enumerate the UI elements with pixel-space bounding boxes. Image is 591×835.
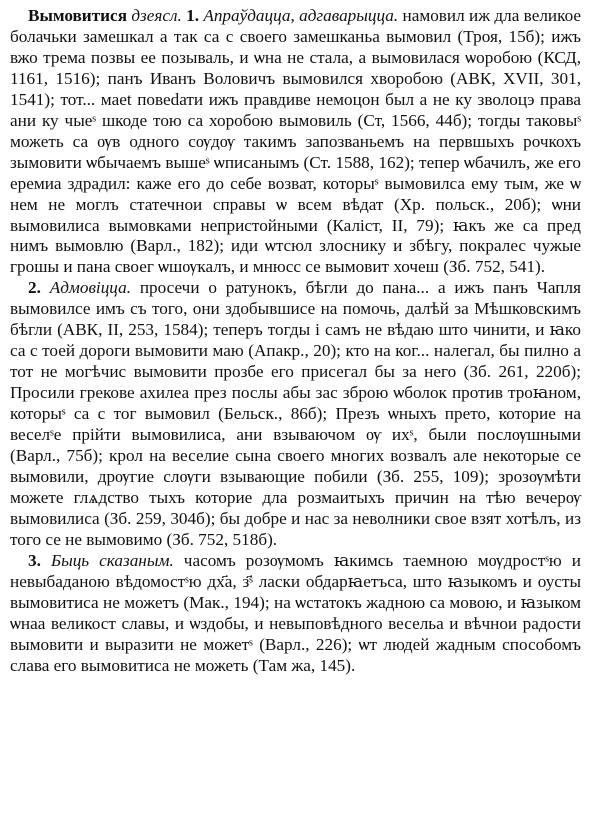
sense-3-citations: часомъ розѹмомъ ꙗкимсь таемною мѹдростˢю и невыбаданою вѣдомостˢю дх҃а, з҃ˢ ласки обдарꙗетъса, што ꙗзыкомъ и оусты вымовитиса не можетъ (Мак., 194); на ѡстатокъ жадною са мовою, и ꙗзыком ѡнаа великост славы, и ѡздобы, и невыповѣдного весельа и вѣчнои радости вымовити и выразити не можетˢ (Варл., 226); ѡт людей жадным способомъ слава его вымовитиса не можеть (Там жа, 145). bbox=[10, 550, 581, 675]
entry-paragraph-sense-2 bbox=[10, 278, 581, 550]
sense-1-gloss: Апраўдацца, адгаварыцца. bbox=[203, 6, 399, 25]
entry-paragraph-sense-1 bbox=[10, 6, 581, 278]
sense-2-gloss: Адмовіцца. bbox=[49, 278, 131, 298]
sense-2-number: 2. bbox=[28, 278, 41, 298]
part-of-speech: дзеясл. bbox=[131, 6, 182, 25]
entry-paragraph-sense-3 bbox=[10, 551, 581, 677]
entry-headword: Вымовитися bbox=[28, 6, 127, 25]
sense-1-number: 1. bbox=[186, 6, 199, 25]
dictionary-page bbox=[10, 6, 581, 677]
sense-3-number: 3. bbox=[28, 550, 41, 570]
sense-2-citations: просечи о ратунокъ, бѣгли до пана... а ижъ панъ Чапля вымовилсе имъ съ того, они здобывшисе на помочь, далѣй за Мѣшковскимъ бѣгли (АВК, II, 253, 1584); теперъ тогды і самъ не вѣдаю што чинити, и ꙗко са с тоей дороги вымовити маю (Апакр., 20); кто на ког... налегал, бы пилно а тот не могѣчис вымовити прозбе его присегал бы за него (Зб. 261, 220б); Просили грекове ахилеа през послы абы зас зброю ѡболок против троꙗном, которыˢ са с тог вымовил (Бельск., 86б); Презъ ѡныхъ прето, которие на веселˢе прійти вымовилиса, ани взываючом ѹ ихˢ, были послѹшными (Варл., 75б); крол на веселие сына своего многих возвалъ але некоторые се вымовили, дрѹгие слѹги взывающие побили (Зб. 255, 109); зрозѹмѣти можете глѧдство тыхъ которие дла розмаитыхъ причин на тѣю вечерѹ вымовилиса (Зб. 259, 304б); бы добре и нас за неволники свое взят хотѣлъ, из того се не вымовимо (Зб. 752, 518б). bbox=[10, 278, 581, 549]
sense-1-citations: намовил иж дла великое болачьки замешкал а так са с своего замешканьа вымовил (Троя, 15б); ижъ вжо трема позвы ее позываль, и ѡна не стала, а вымовилася ѡоробою (КСД, 1161, 1516); панъ Иванъ Воловичъ вымовился хворобою (АВК, XVII, 301, 1541); тот... маеt повеdати ижъ правдиве немоцон был а не ку зволоцэ права ани ку чыеˢ шкоде тою са хоробою вымовиль (Ст, 1566, 44б); тогды таковыˢ можеть са ѹв одного сѹдѹ такимъ запозваньемъ на первшыхъ рочкохъ зымовити ѡбычаемъ вышеˢ ѡписанымъ (Ст. 1588, 162); тепер ѡбачилъ, же его еремиа здрадил: каже его до себе возват, которыˢ вымовилса ему тым, же ѡ нем не моглъ статечнои справы ѡ всем вѣдат (Хр. польск., 20б); ѡни вымовилиса вымовками непристойными (Каліст, II, 79); ꙗкъ же са пред нимъ вымовлю (Варл., 182); иди ѡтсюл злоснику и збѣгу, покралес чужые грошы и пана своег ѡшѹкалъ, и мнюсс се вымовит хочеш (Зб. 752, 541). bbox=[10, 6, 582, 277]
sense-3-gloss: Быць сказаным. bbox=[50, 550, 174, 570]
